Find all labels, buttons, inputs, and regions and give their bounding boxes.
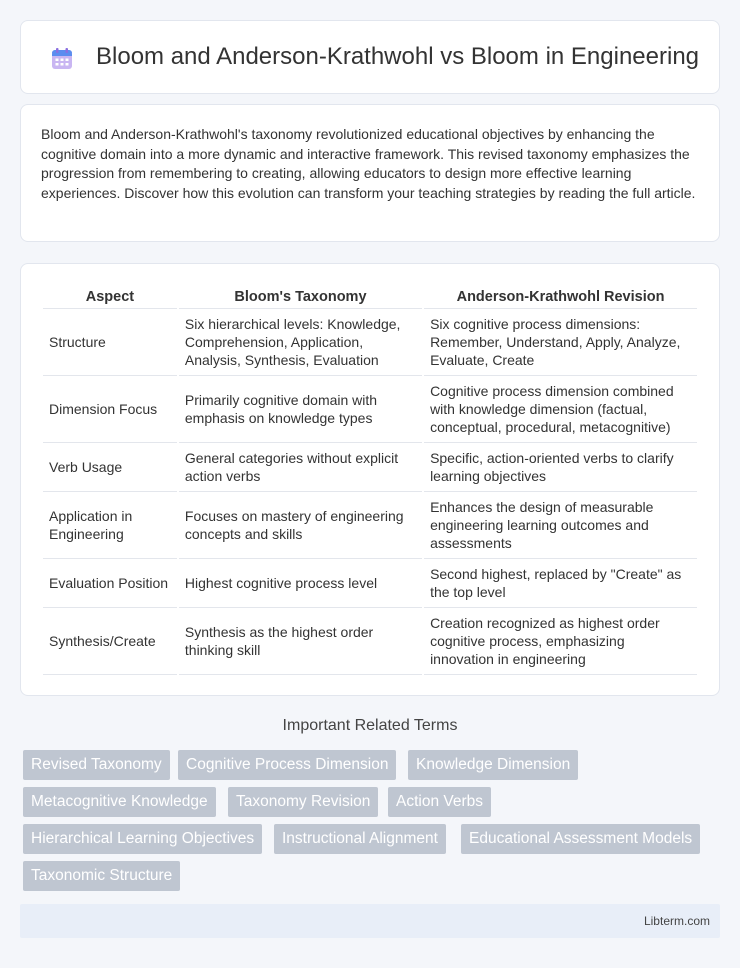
header-card — [20, 20, 720, 94]
table-row — [43, 492, 697, 559]
tag-metacognitive-knowledge[interactable]: Metacognitive Knowledge — [23, 787, 216, 817]
footer-site-link[interactable]: Libterm.com — [643, 914, 710, 928]
table-header-row — [43, 286, 697, 309]
footer — [20, 904, 720, 938]
table-cell: Cognitive process dimension combined with knowledge dimension (factual, conceptual, procedural, metacognitive) — [424, 376, 697, 443]
table-row — [43, 443, 697, 492]
tag-cognitive-process-dimension[interactable]: Cognitive Process Dimension — [178, 750, 396, 780]
tag-action-verbs[interactable]: Action Verbs — [388, 787, 491, 817]
table-cell: Highest cognitive process level — [179, 559, 422, 608]
table-cell: Dimension Focus — [43, 376, 177, 443]
tag-revised-taxonomy[interactable]: Revised Taxonomy — [23, 750, 170, 780]
table-row — [43, 376, 697, 443]
comparison-table-card — [20, 263, 720, 696]
tag-taxonomic-structure[interactable]: Taxonomic Structure — [23, 861, 180, 891]
calendar-icon — [49, 46, 75, 72]
table-cell: Enhances the design of measurable engineering learning outcomes and assessments — [424, 492, 697, 559]
table-row — [43, 309, 697, 376]
table-cell: Verb Usage — [43, 443, 177, 492]
tag-knowledge-dimension[interactable]: Knowledge Dimension — [408, 750, 578, 780]
table-cell: Synthesis/Create — [43, 608, 177, 675]
table-cell: General categories without explicit action verbs — [179, 443, 422, 492]
table-cell: Specific, action-oriented verbs to clarify learning objectives — [424, 443, 697, 492]
table-cell: Evaluation Position — [43, 559, 177, 608]
tag-taxonomy-revision[interactable]: Taxonomy Revision — [228, 787, 378, 817]
table-cell: Second highest, replaced by "Create" as the top level — [424, 559, 697, 608]
column-header-aspect: Aspect — [43, 286, 177, 309]
column-header-blooms: Bloom's Taxonomy — [179, 286, 422, 309]
table-row — [43, 608, 697, 675]
related-terms-heading: Important Related Terms — [282, 717, 458, 734]
table-cell: Focuses on mastery of engineering concepts and skills — [179, 492, 422, 559]
table-cell: Creation recognized as highest order cognitive process, emphasizing innovation in engineering — [424, 608, 697, 675]
table-cell: Primarily cognitive domain with emphasis on knowledge types — [179, 376, 422, 443]
comparison-table — [41, 286, 699, 675]
intro-paragraph: Bloom and Anderson-Krathwohl's taxonomy revolutionized educational objectives by enhancing the cognitive domain into a more dynamic and interactive framework. This revised taxonomy emphasizes the progression from remembering to creating, allowing educators to design more effective learning experiences. Discover how this evolution can transform your teaching strategies by reading the full article. — [41, 126, 696, 201]
tag-instructional-alignment[interactable]: Instructional Alignment — [274, 824, 446, 854]
table-cell: Structure — [43, 309, 177, 376]
column-header-anderson: Anderson-Krathwohl Revision — [424, 286, 697, 309]
tag-hierarchical-learning-objectives[interactable]: Hierarchical Learning Objectives — [23, 824, 262, 854]
page-title: Bloom and Anderson-Krathwohl vs Bloom in Engineering — [96, 43, 700, 70]
table-cell: Six cognitive process dimensions: Remember, Understand, Apply, Analyze, Evaluate, Create — [424, 309, 697, 376]
table-row — [43, 559, 697, 608]
table-cell: Application in Engineering — [43, 492, 177, 559]
table-cell: Synthesis as the highest order thinking skill — [179, 608, 422, 675]
table-cell: Six hierarchical levels: Knowledge, Comprehension, Application, Analysis, Synthesis, Evaluation — [179, 309, 422, 376]
tag-educational-assessment-models[interactable]: Educational Assessment Models — [461, 824, 700, 854]
intro-card — [20, 104, 720, 242]
